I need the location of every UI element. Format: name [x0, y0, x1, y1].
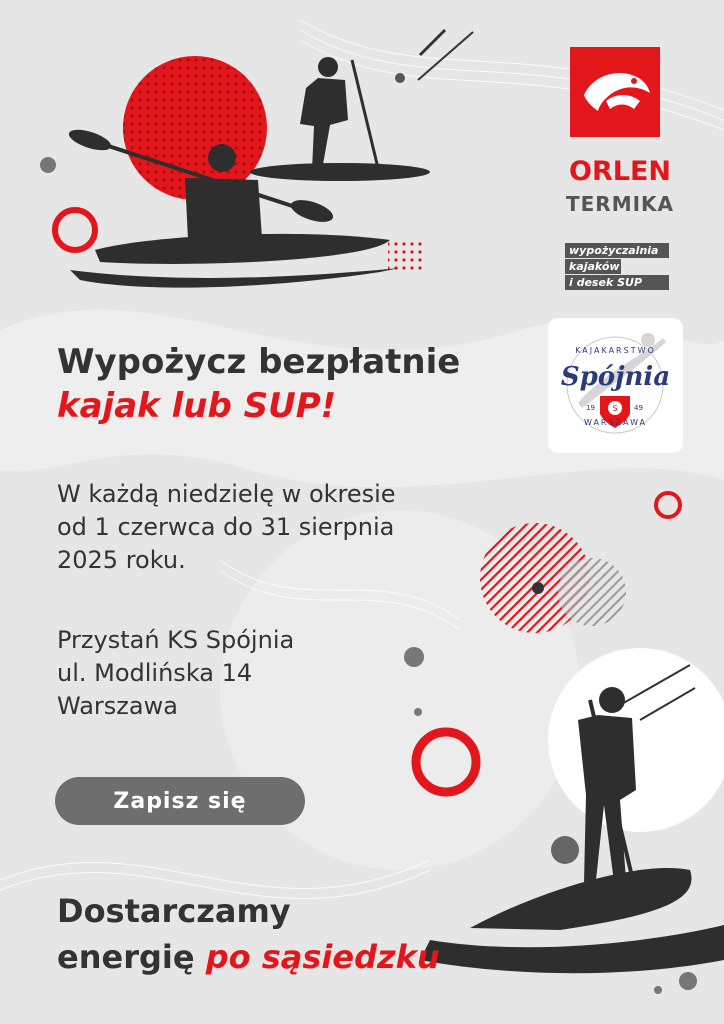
headline — [57, 340, 497, 428]
kayak-illustration — [40, 30, 473, 288]
address-line: Warszawa — [57, 692, 178, 720]
rental-period-line: W każdą niedzielę w okresie — [57, 480, 396, 508]
club-name: Spójnia — [560, 362, 671, 392]
rental-period — [57, 478, 497, 577]
rental-period-line: 2025 roku. — [57, 546, 186, 574]
orlen-logo — [570, 47, 660, 137]
club-bottom-label: WARSZAWA — [583, 418, 648, 427]
club-top-label: KAJAKARSTWO — [575, 346, 656, 355]
address-line: ul. Modlińska 14 — [57, 659, 253, 687]
spojnia-club-logo — [548, 318, 683, 453]
rental-tag-line: kajaków — [565, 259, 621, 274]
rental-tag-line: i desek SUP — [565, 275, 669, 290]
headline-line2: kajak lub SUP! — [57, 386, 337, 426]
club-year-left: 19 — [586, 404, 595, 412]
address — [57, 624, 497, 723]
kayaker-silhouette — [67, 126, 400, 288]
brand-name: ORLEN — [569, 156, 671, 187]
headline-line1: Wypożycz bezpłatnie — [57, 342, 461, 382]
club-year-right: 49 — [634, 404, 643, 412]
tagline-line2-plain: energię — [57, 938, 195, 976]
tagline-line1: Dostarczamy — [57, 892, 291, 930]
tagline-line2-accent: po sąsiedzku — [205, 938, 440, 976]
brand-subname: TERMIKA — [565, 192, 675, 216]
svg-text:S: S — [612, 404, 618, 413]
address-line: Przystań KS Spójnia — [57, 626, 295, 654]
rental-tag-line: wypożyczalnia — [565, 243, 669, 258]
orlen-eagle-icon — [570, 47, 660, 137]
rental-period-line: od 1 czerwca do 31 sierpnia — [57, 513, 395, 541]
tagline — [57, 888, 497, 980]
rental-tag — [565, 243, 669, 291]
signup-button[interactable]: Zapisz się — [55, 777, 305, 825]
